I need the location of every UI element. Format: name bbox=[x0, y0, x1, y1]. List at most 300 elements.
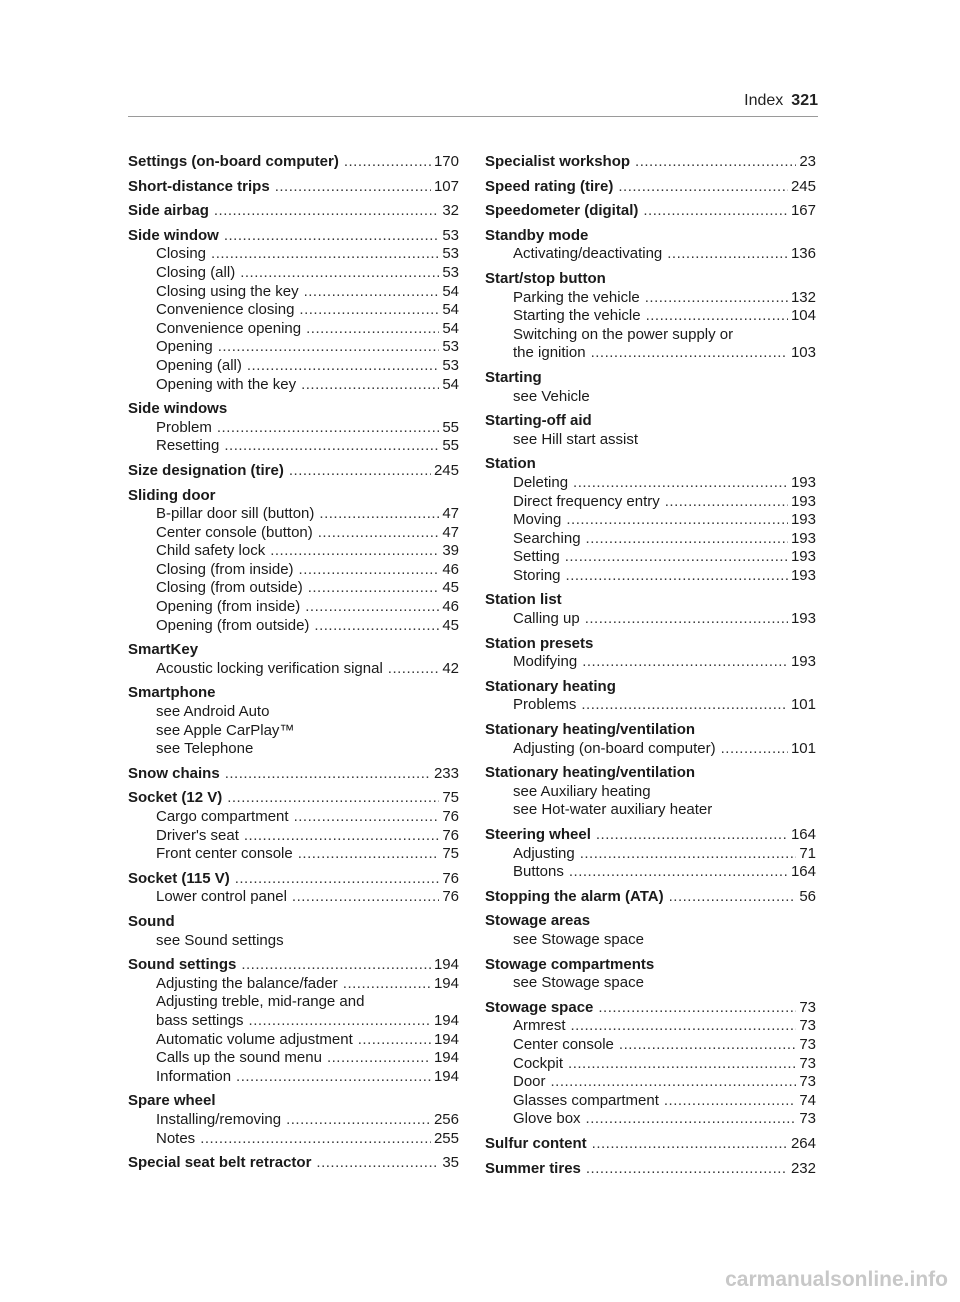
page-ref: 101 bbox=[790, 696, 816, 714]
index-entry bbox=[485, 178, 816, 197]
page-ref: 132 bbox=[790, 288, 816, 306]
page-ref: 245 bbox=[433, 461, 459, 479]
index-subentry-text: Adjusting (on-board computer) bbox=[513, 739, 716, 757]
page-ref: 101 bbox=[790, 739, 816, 757]
index-heading bbox=[485, 912, 816, 931]
page-ref: 193 bbox=[790, 492, 816, 510]
index-entry bbox=[485, 202, 816, 221]
index-heading bbox=[128, 641, 459, 660]
dot-leader bbox=[586, 530, 788, 549]
index-subentry-text: Calling up bbox=[513, 610, 580, 628]
dot-leader bbox=[316, 1154, 439, 1173]
page-ref: 193 bbox=[790, 511, 816, 529]
index-subentry bbox=[485, 548, 816, 567]
index-subentry-text: Opening with the key bbox=[156, 375, 297, 393]
page-ref: 193 bbox=[790, 610, 816, 628]
index-subentry bbox=[485, 1055, 816, 1074]
dot-leader bbox=[304, 283, 440, 302]
index-subentry bbox=[485, 783, 816, 802]
dot-leader bbox=[235, 870, 440, 889]
index-subentry bbox=[485, 344, 816, 363]
index-subentry bbox=[485, 1036, 816, 1055]
index-subentry-text: Driver's seat bbox=[156, 826, 239, 844]
dot-leader bbox=[573, 474, 788, 493]
dot-leader bbox=[200, 1130, 431, 1149]
index-heading-text: Side window bbox=[128, 226, 219, 244]
index-subentry bbox=[128, 975, 459, 994]
index-subentry bbox=[128, 505, 459, 524]
dot-leader bbox=[301, 376, 439, 395]
dot-leader bbox=[289, 462, 431, 481]
index-subentry-text: Switching on the power supply or bbox=[513, 325, 734, 343]
page-ref: 136 bbox=[790, 245, 816, 263]
index-heading-text: Short-distance trips bbox=[128, 177, 270, 195]
index-subentry-text: Installing/removing bbox=[156, 1110, 282, 1128]
dot-leader bbox=[211, 245, 439, 264]
index-subentry-text: see Stowage space bbox=[513, 930, 644, 948]
dot-leader bbox=[643, 202, 788, 221]
index-heading bbox=[485, 956, 816, 975]
index-heading bbox=[485, 369, 816, 388]
index-heading bbox=[128, 153, 459, 172]
page-ref: 193 bbox=[790, 566, 816, 584]
index-heading-text: Start/stop button bbox=[485, 269, 606, 287]
index-heading bbox=[128, 1092, 459, 1111]
index-subentry bbox=[485, 388, 816, 407]
dot-leader bbox=[314, 617, 439, 636]
page-ref: 53 bbox=[442, 245, 459, 263]
index-subentry bbox=[128, 845, 459, 864]
index-heading-text: Spare wheel bbox=[128, 1092, 216, 1110]
index-subentry bbox=[485, 511, 816, 530]
index-subentry-text: Moving bbox=[513, 511, 562, 529]
index-subentry bbox=[128, 419, 459, 438]
dot-leader bbox=[244, 827, 439, 846]
index-subentry-text: see Hot-water auxiliary heater bbox=[513, 801, 713, 819]
index-heading-text: Socket (115 V) bbox=[128, 869, 230, 887]
dot-leader bbox=[305, 598, 439, 617]
index-subentry-text: Parking the vehicle bbox=[513, 288, 640, 306]
index-subentry bbox=[485, 493, 816, 512]
index-heading bbox=[485, 591, 816, 610]
index-heading bbox=[128, 462, 459, 481]
dot-leader bbox=[635, 153, 796, 172]
page-ref: 46 bbox=[442, 560, 459, 578]
index-subentry bbox=[128, 283, 459, 302]
index-subentry bbox=[128, 1130, 459, 1149]
index-subentry bbox=[485, 567, 816, 586]
index-entry bbox=[485, 591, 816, 628]
dot-leader bbox=[619, 1036, 796, 1055]
index-subentry bbox=[128, 357, 459, 376]
index-heading-text: Summer tires bbox=[485, 1159, 581, 1177]
index-entry bbox=[485, 1160, 816, 1179]
index-subentry bbox=[128, 1111, 459, 1130]
index-heading-text: Size designation (tire) bbox=[128, 461, 284, 479]
page-ref: 193 bbox=[790, 473, 816, 491]
dot-leader bbox=[270, 542, 439, 561]
dot-leader bbox=[569, 863, 788, 882]
index-subentry bbox=[128, 827, 459, 846]
index-heading bbox=[485, 635, 816, 654]
index-entry bbox=[485, 678, 816, 715]
index-heading bbox=[485, 412, 816, 431]
dot-leader bbox=[566, 567, 788, 586]
index-subentry-text: Activating/deactivating bbox=[513, 245, 663, 263]
index-subentry bbox=[485, 653, 816, 672]
index-heading bbox=[485, 202, 816, 221]
index-subentry bbox=[485, 1017, 816, 1036]
page-ref: 103 bbox=[790, 344, 816, 362]
page-ref: 233 bbox=[433, 764, 459, 782]
index-entry bbox=[128, 487, 459, 636]
dot-leader bbox=[286, 1111, 431, 1130]
index-subentry bbox=[128, 932, 459, 951]
index-entry bbox=[485, 888, 816, 907]
index-heading bbox=[485, 678, 816, 697]
dot-leader bbox=[358, 1031, 431, 1050]
index-column-left bbox=[128, 153, 459, 1179]
page-ref: 73 bbox=[799, 1073, 816, 1091]
index-subentry-text: Calls up the sound menu bbox=[156, 1049, 322, 1067]
index-entry bbox=[128, 178, 459, 197]
page-ref: 255 bbox=[433, 1129, 459, 1147]
index-heading-text: Special seat belt retractor bbox=[128, 1154, 312, 1172]
index-entry bbox=[485, 764, 816, 820]
page-ref: 39 bbox=[442, 542, 459, 560]
index-subentry-text: Front center console bbox=[156, 845, 293, 863]
dot-leader bbox=[591, 344, 788, 363]
index-subentry bbox=[128, 617, 459, 636]
dot-leader bbox=[319, 505, 439, 524]
page-ref: 194 bbox=[433, 1011, 459, 1029]
index-subentry-text: Convenience closing bbox=[156, 301, 295, 319]
dot-leader bbox=[571, 1017, 797, 1036]
index-subentry-text: see Apple CarPlay™ bbox=[156, 721, 295, 739]
dot-leader bbox=[618, 178, 788, 197]
page-ref: 164 bbox=[790, 826, 816, 843]
index-entry bbox=[485, 455, 816, 585]
index-subentry bbox=[128, 542, 459, 561]
index-subentry-text: Convenience opening bbox=[156, 319, 302, 337]
index-heading bbox=[128, 227, 459, 246]
page-ref: 232 bbox=[790, 1159, 816, 1177]
index-heading bbox=[128, 956, 459, 975]
page-ref: 73 bbox=[799, 998, 816, 1016]
index-subentry-text: see Sound settings bbox=[156, 931, 284, 949]
dot-leader bbox=[551, 1073, 797, 1092]
dot-leader bbox=[388, 660, 440, 679]
dot-leader bbox=[225, 765, 431, 784]
index-entry bbox=[485, 999, 816, 1129]
page-ref: 264 bbox=[790, 1134, 816, 1152]
index-subentry bbox=[485, 931, 816, 950]
page-ref: 53 bbox=[442, 263, 459, 281]
index-heading bbox=[128, 202, 459, 221]
dot-leader bbox=[645, 289, 788, 308]
dot-leader bbox=[721, 740, 788, 759]
index-subentry-text: Adjusting treble, mid-range and bbox=[156, 993, 365, 1011]
page-ref: 75 bbox=[442, 845, 459, 863]
index-subentry-text: see Hill start assist bbox=[513, 430, 639, 448]
index-subentry bbox=[485, 326, 816, 345]
dot-leader bbox=[247, 357, 439, 376]
index-subentry-text: Storing bbox=[513, 566, 561, 584]
index-subentry bbox=[128, 1031, 459, 1050]
index-heading-text: Stopping the alarm (ATA) bbox=[485, 887, 664, 905]
page-ref: 164 bbox=[790, 863, 816, 881]
dot-leader bbox=[224, 437, 439, 456]
dot-leader bbox=[343, 975, 431, 994]
index-subentry-text: Deleting bbox=[513, 473, 569, 491]
index-subentry-text: Acoustic locking verification signal bbox=[156, 659, 383, 677]
index-subentry bbox=[128, 338, 459, 357]
index-heading bbox=[128, 789, 459, 808]
index-heading-text: Stationary heating/ventilation bbox=[485, 764, 696, 782]
index-heading bbox=[128, 913, 459, 932]
page-ref: 107 bbox=[433, 177, 459, 195]
index-heading bbox=[128, 684, 459, 703]
index-entry bbox=[128, 765, 459, 784]
page-ref: 76 bbox=[442, 888, 459, 906]
index-heading bbox=[485, 721, 816, 740]
index-heading bbox=[485, 999, 816, 1018]
index-subentry bbox=[485, 1092, 816, 1111]
index-subentry bbox=[485, 245, 816, 264]
page-header bbox=[744, 92, 818, 110]
dot-leader bbox=[217, 419, 439, 438]
page-number: 321 bbox=[791, 92, 818, 109]
page-ref: 55 bbox=[442, 437, 459, 455]
index-entry bbox=[485, 1135, 816, 1154]
index-subentry-text: Information bbox=[156, 1067, 232, 1085]
dot-leader bbox=[665, 493, 788, 512]
index-subentry bbox=[128, 722, 459, 741]
dot-leader bbox=[568, 1055, 796, 1074]
index-subentry-text: see Stowage space bbox=[513, 974, 644, 992]
index-subentry bbox=[485, 696, 816, 715]
index-heading-text: Settings (on-board computer) bbox=[128, 153, 339, 170]
dot-leader bbox=[294, 808, 440, 827]
page-ref: 170 bbox=[433, 153, 459, 170]
dot-leader bbox=[299, 301, 439, 320]
index-subentry bbox=[485, 863, 816, 882]
index-subentry-text: Closing (all) bbox=[156, 263, 236, 281]
page-ref: 23 bbox=[799, 153, 816, 170]
index-entry bbox=[485, 721, 816, 758]
page-ref: 53 bbox=[442, 356, 459, 374]
index-subentry bbox=[128, 993, 459, 1012]
index-subentry bbox=[485, 431, 816, 450]
dot-leader bbox=[581, 696, 788, 715]
index-subentry bbox=[128, 561, 459, 580]
index-subentry bbox=[128, 1012, 459, 1031]
index-subentry bbox=[128, 524, 459, 543]
index-subentry-text: Opening (all) bbox=[156, 356, 242, 374]
index-subentry bbox=[128, 245, 459, 264]
index-subentry bbox=[485, 974, 816, 993]
dot-leader bbox=[646, 307, 788, 326]
index-subentry bbox=[485, 474, 816, 493]
page-ref: 194 bbox=[433, 1067, 459, 1085]
index-subentry bbox=[128, 808, 459, 827]
index-entry bbox=[128, 684, 459, 758]
index-subentry-text: Lower control panel bbox=[156, 888, 287, 906]
index-subentry-text: the ignition bbox=[513, 344, 586, 362]
index-entry bbox=[485, 270, 816, 363]
dot-leader bbox=[298, 845, 440, 864]
index-entry bbox=[128, 227, 459, 394]
page-ref: 104 bbox=[790, 307, 816, 325]
dot-leader bbox=[586, 1110, 797, 1129]
page-ref: 32 bbox=[442, 202, 459, 220]
index-subentry-text: see Vehicle bbox=[513, 387, 590, 405]
index-entry bbox=[128, 641, 459, 678]
page-ref: 35 bbox=[442, 1154, 459, 1172]
page-ref: 194 bbox=[433, 1049, 459, 1067]
index-subentry-text: Notes bbox=[156, 1129, 196, 1147]
page-ref: 193 bbox=[790, 529, 816, 547]
index-subentry-text: Searching bbox=[513, 529, 581, 547]
index-heading-text: Stowage areas bbox=[485, 912, 591, 930]
index-subentry-text: Opening bbox=[156, 338, 213, 356]
page-ref: 76 bbox=[442, 808, 459, 825]
index-heading-text: Station bbox=[485, 455, 536, 473]
index-subentry bbox=[485, 530, 816, 549]
page-ref: 193 bbox=[790, 653, 816, 671]
page-ref: 73 bbox=[799, 1110, 816, 1128]
index-subentry bbox=[128, 437, 459, 456]
index-heading-text: SmartKey bbox=[128, 641, 199, 659]
index-subentry bbox=[128, 1068, 459, 1087]
index-subentry-text: Door bbox=[513, 1073, 546, 1091]
index-entry bbox=[485, 826, 816, 882]
index-entry bbox=[128, 202, 459, 221]
dot-leader bbox=[664, 1092, 796, 1111]
index-subentry bbox=[485, 845, 816, 864]
index-heading bbox=[485, 270, 816, 289]
index-subentry bbox=[128, 703, 459, 722]
index-subentry bbox=[128, 740, 459, 759]
index-subentry bbox=[128, 660, 459, 679]
index-heading-text: Side windows bbox=[128, 400, 228, 418]
index-subentry bbox=[128, 1049, 459, 1068]
index-heading-text: Sliding door bbox=[128, 486, 216, 504]
dot-leader bbox=[299, 561, 440, 580]
index-entry bbox=[485, 956, 816, 993]
index-subentry-text: Glove box bbox=[513, 1110, 581, 1128]
page-ref: 42 bbox=[442, 659, 459, 677]
index-subentry-text: Center console bbox=[513, 1035, 614, 1053]
index-subentry-text: Resetting bbox=[156, 437, 220, 455]
index-heading bbox=[485, 455, 816, 474]
index-subentry-text: Problem bbox=[156, 418, 212, 436]
index-heading-text: Station list bbox=[485, 591, 562, 609]
index-subentry-text: Cargo compartment bbox=[156, 808, 289, 825]
dot-leader bbox=[592, 1135, 788, 1154]
dot-leader bbox=[306, 320, 439, 339]
index-subentry-text: Direct frequency entry bbox=[513, 492, 660, 510]
index-subentry bbox=[128, 376, 459, 395]
dot-leader bbox=[669, 888, 797, 907]
index-heading-text: Sulfur content bbox=[485, 1134, 587, 1152]
dot-leader bbox=[586, 1160, 788, 1179]
index-subentry bbox=[128, 301, 459, 320]
index-subentry bbox=[485, 1073, 816, 1092]
dot-leader bbox=[240, 264, 439, 283]
index-heading bbox=[128, 487, 459, 506]
dot-leader bbox=[667, 245, 788, 264]
page-ref: 54 bbox=[442, 282, 459, 300]
dot-leader bbox=[580, 845, 797, 864]
page-ref: 76 bbox=[442, 826, 459, 844]
page-ref: 76 bbox=[442, 869, 459, 887]
dot-leader bbox=[318, 524, 440, 543]
index-heading bbox=[128, 1154, 459, 1173]
index-heading-text: Sound settings bbox=[128, 956, 237, 974]
index-subentry-text: Closing bbox=[156, 245, 207, 263]
page-ref: 194 bbox=[433, 1030, 459, 1048]
index-heading bbox=[128, 765, 459, 784]
index-heading bbox=[128, 400, 459, 419]
index-subentry-text: Opening (from inside) bbox=[156, 598, 301, 616]
index-subentry bbox=[485, 307, 816, 326]
index-heading bbox=[485, 1135, 816, 1154]
index-heading-text: Standby mode bbox=[485, 226, 589, 244]
index-subentry-text: Automatic volume adjustment bbox=[156, 1030, 353, 1048]
index-entry bbox=[128, 956, 459, 1086]
index-subentry-text: Starting the vehicle bbox=[513, 307, 641, 325]
page-ref: 54 bbox=[442, 319, 459, 337]
dot-leader bbox=[236, 1068, 431, 1087]
page-ref: 53 bbox=[442, 338, 459, 356]
dot-leader bbox=[566, 511, 788, 530]
page-ref: 71 bbox=[799, 844, 816, 862]
index-heading-text: Starting bbox=[485, 368, 542, 386]
index-entry bbox=[128, 400, 459, 456]
page-ref: 73 bbox=[799, 1035, 816, 1053]
dot-leader bbox=[214, 202, 439, 221]
index-entry bbox=[485, 635, 816, 672]
page-ref: 47 bbox=[442, 505, 459, 523]
dot-leader bbox=[344, 153, 431, 172]
dot-leader bbox=[227, 789, 439, 808]
index-subentry-text: Adjusting bbox=[513, 844, 575, 862]
index-entry bbox=[128, 153, 459, 172]
dot-leader bbox=[292, 888, 439, 907]
index-heading-text: Sound bbox=[128, 912, 175, 930]
index-heading bbox=[128, 870, 459, 889]
index-heading-text: Speed rating (tire) bbox=[485, 177, 614, 195]
index-subentry-text: Closing (from inside) bbox=[156, 560, 294, 578]
index-entry bbox=[128, 462, 459, 481]
dot-leader bbox=[582, 653, 788, 672]
index-subentry-text: Child safety lock bbox=[156, 542, 266, 560]
index-heading-text: Speedometer (digital) bbox=[485, 202, 639, 220]
page-ref: 53 bbox=[442, 226, 459, 244]
index-subentry-text: B-pillar door sill (button) bbox=[156, 505, 315, 523]
index-heading bbox=[128, 178, 459, 197]
index-subentry-text: Glasses compartment bbox=[513, 1091, 659, 1109]
index-heading-text: Specialist workshop bbox=[485, 153, 631, 170]
index-subentry-text: see Auxiliary heating bbox=[513, 782, 651, 800]
index-subentry-text: Armrest bbox=[513, 1017, 566, 1035]
index-heading bbox=[485, 178, 816, 197]
index-heading bbox=[485, 1160, 816, 1179]
index-subentry-text: see Android Auto bbox=[156, 703, 270, 721]
index-entry bbox=[485, 912, 816, 949]
index-subentry-text: see Telephone bbox=[156, 740, 254, 758]
